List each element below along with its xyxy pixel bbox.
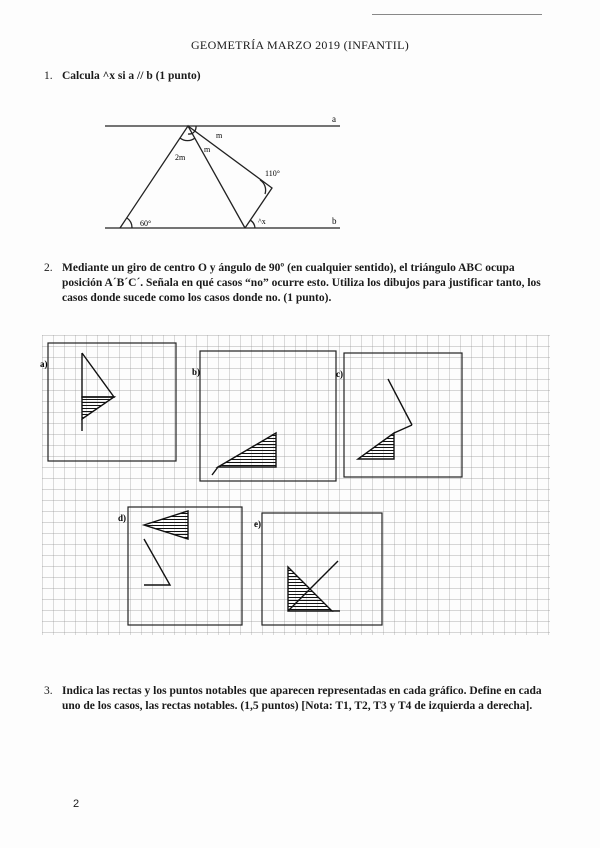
label-line-a: a <box>332 114 336 124</box>
panel-label-a: a) <box>40 359 48 369</box>
panel-label-d: d) <box>118 513 127 523</box>
angle-arc-x <box>250 220 255 228</box>
angle-arc-m2 <box>188 133 193 134</box>
panel-label-b: b) <box>192 367 201 377</box>
label-m1: m <box>216 131 223 140</box>
question-number: 3. <box>44 685 53 697</box>
question-number: 1. <box>44 70 53 82</box>
question-text: Calcula ^x si a // b (1 punto) <box>62 70 201 82</box>
label-110: 110° <box>265 169 280 178</box>
panel-label-e: e) <box>254 519 261 529</box>
question-number: 2. <box>44 262 53 274</box>
label-x: ^x <box>258 217 266 226</box>
label-m2: m <box>204 145 211 154</box>
page-number: 2 <box>73 798 80 810</box>
question-2 <box>44 261 542 306</box>
label-2m: 2m <box>175 153 186 162</box>
question-3 <box>44 684 542 714</box>
figure-rotation-grids <box>42 335 550 635</box>
triangle-right <box>188 126 272 228</box>
label-60: 60° <box>140 219 152 228</box>
page-title: GEOMETRÍA MARZO 2019 (INFANTIL) <box>190 38 410 52</box>
question-text: Mediante un giro de centro O y ángulo de 90º (en cualquier sentido), el triángulo ABC ocupa posición A´B´C´. Señala en qué casos “no” ocurre esto. Utiliza los dibujos para justificar tanto, los casos donde sucede como los casos donde no. (1 punto). <box>62 262 541 304</box>
angle-arc-60 <box>127 218 132 228</box>
triangle-left <box>120 126 245 228</box>
question-1 <box>44 69 542 84</box>
angle-arc-2m <box>180 138 195 141</box>
panel-label-c: c) <box>336 369 343 379</box>
figure-parallel-lines <box>100 110 350 240</box>
question-text: Indica las rectas y los puntos notables que aparecen representadas en cada gráfico. Define en cada uno de los casos, las rectas notables. (1,5 puntos) [Nota: T1, T2, T3 y T4 de izquierda a derecha]. <box>62 685 542 712</box>
name-line <box>372 14 542 15</box>
label-line-b: b <box>332 216 337 226</box>
